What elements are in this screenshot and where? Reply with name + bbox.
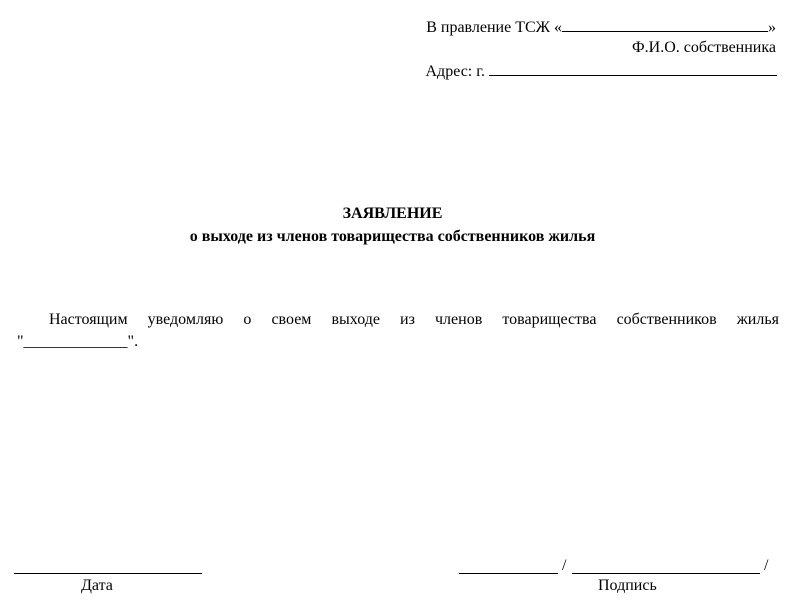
- signature-label: Подпись: [598, 577, 657, 594]
- address-label: Адрес: г.: [425, 63, 485, 80]
- body-text-line1: Настоящим уведомляю о своем выходе из членов товарищества собственников жилья: [49, 311, 779, 328]
- date-blank-line: [14, 573, 202, 574]
- address-blank: [489, 60, 777, 76]
- signature-slash-2: /: [764, 557, 769, 574]
- signature-name-blank-line: [572, 573, 760, 574]
- signature-slash-1: /: [562, 557, 567, 574]
- signature-blank-line: [459, 573, 558, 574]
- document-title: ЗАЯВЛЕНИЕ: [342, 205, 443, 222]
- document-subtitle: о выходе из членов товарищества собственников жилья: [189, 228, 596, 245]
- addressee-suffix: »: [768, 19, 776, 36]
- body-text-line2: "_____________".: [17, 333, 139, 350]
- owner-caption: Ф.И.О. собственника: [632, 39, 776, 56]
- addressee-line: [426, 16, 776, 38]
- hoa-name-blank: [562, 16, 768, 32]
- addressee-prefix: В правление ТСЖ «: [426, 19, 562, 36]
- address-line: [426, 60, 778, 82]
- date-label: Дата: [81, 577, 113, 594]
